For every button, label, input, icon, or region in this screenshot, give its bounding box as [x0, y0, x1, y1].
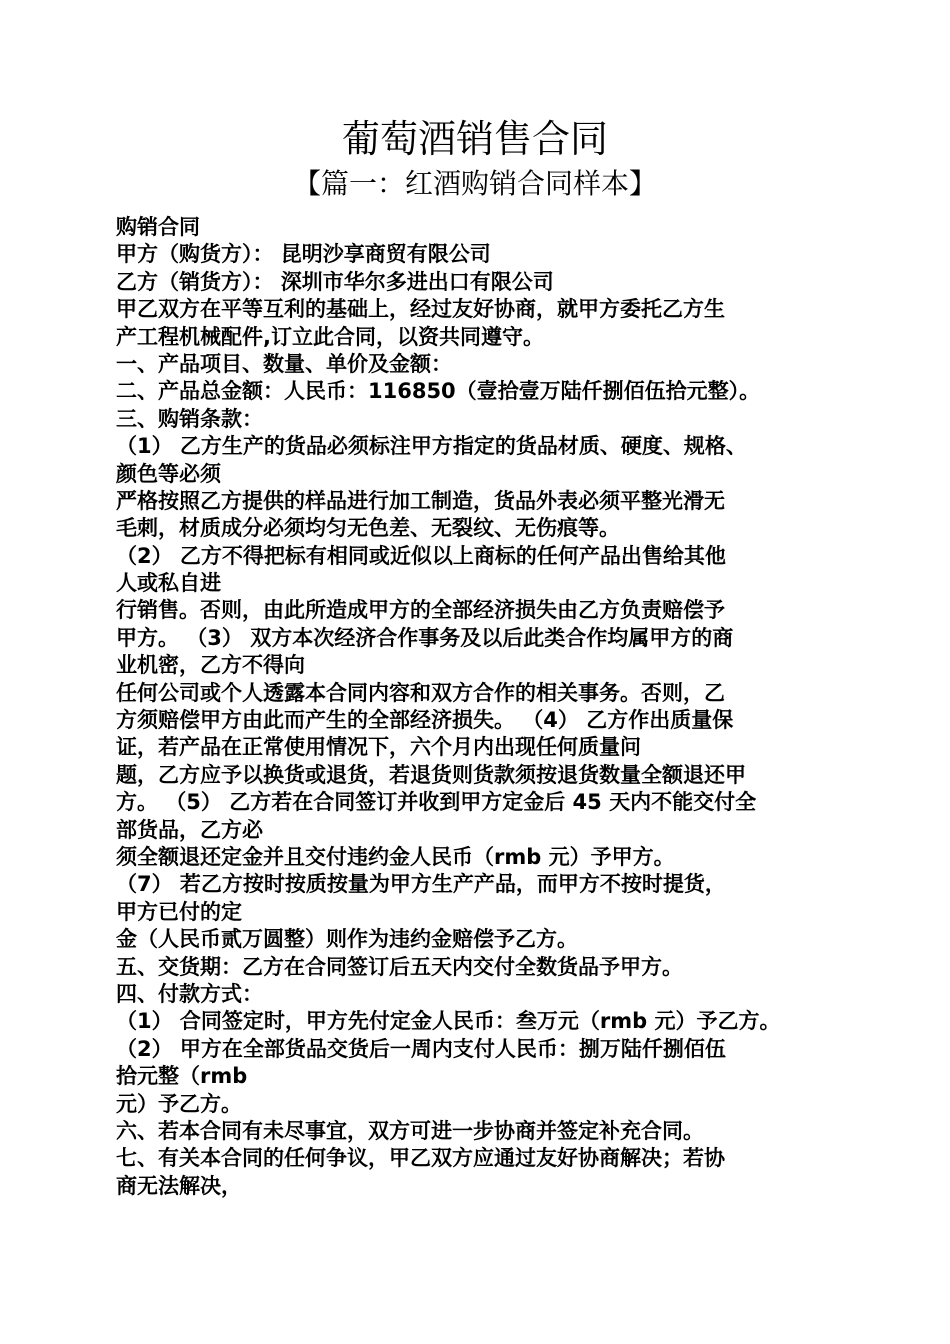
- contract-line: 甲方（购货方）： 昆明沙享商贸有限公司: [116, 242, 491, 267]
- contract-line: （1） 乙方生产的货品必须标注甲方指定的货品材质、硬度、规格、: [116, 434, 747, 459]
- contract-line: （2） 甲方在全部货品交货后一周内支付人民币：捌万陆仟捌佰伍: [116, 1036, 726, 1061]
- contract-line: 颜色等必须: [116, 461, 221, 486]
- contract-line: （1） 合同签定时，甲方先付定金人民币：叁万元（rmb 元）予乙方。: [116, 1009, 781, 1034]
- contract-line: 产工程机械配件,订立此合同，以资共同遵守。: [116, 324, 544, 349]
- contract-line: 五、交货期：乙方在合同签订后五天内交付全数货品予甲方。: [116, 954, 683, 979]
- document-subtitle: 【篇一：红酒购销合同样本】: [292, 167, 657, 200]
- contract-line: （7） 若乙方按时按质按量为甲方生产产品，而甲方不按时提货，: [116, 872, 726, 897]
- contract-line: 三、购销条款：: [116, 406, 263, 431]
- contract-line: 甲方已付的定: [116, 899, 242, 924]
- contract-line: 业机密，乙方不得向: [116, 653, 305, 678]
- contract-line: 部货品，乙方必: [116, 817, 263, 842]
- contract-line: 方。 （5） 乙方若在合同签订并收到甲方定金后 45 天内不能交付全: [116, 790, 757, 815]
- contract-line: 证，若产品在正常使用情况下，六个月内出现任何质量问: [116, 735, 641, 760]
- contract-line: （2） 乙方不得把标有相同或近似以上商标的任何产品出售给其他: [116, 543, 726, 568]
- contract-line: 购销合同: [116, 215, 200, 239]
- contract-line: 行销售。否则，由此所造成甲方的全部经济损失由乙方负责赔偿予: [116, 598, 725, 623]
- contract-line: 须全额退还定金并且交付违约金人民币（rmb 元）予甲方。: [116, 844, 675, 869]
- contract-line: 六、若本合同有未尽事宜，双方可进一步协商并签定补充合同。: [116, 1118, 704, 1143]
- contract-line: 严格按照乙方提供的样品进行加工制造，货品外表必须平整光滑无: [116, 488, 725, 513]
- contract-line: 拾元整（rmb: [116, 1064, 248, 1089]
- contract-line: 甲乙双方在平等互利的基础上，经过友好协商，就甲方委托乙方生: [116, 297, 725, 322]
- contract-line: 方须赔偿甲方由此而产生的全部经济损失。 （4） 乙方作出质量保: [116, 708, 734, 733]
- contract-line: 毛刺，材质成分必须均匀无色差、无裂纹、无伤痕等。: [116, 516, 620, 541]
- contract-line: 商无法解决，: [116, 1173, 242, 1198]
- contract-body: [116, 214, 846, 1200]
- contract-line: 四、付款方式：: [116, 981, 263, 1006]
- contract-line: 一、产品项目、数量、单价及金额：: [116, 351, 452, 376]
- contract-line: 二、产品总金额：人民币：116850（壹拾壹万陆仟捌佰伍拾元整）。: [116, 379, 761, 404]
- contract-line: 乙方（销货方）： 深圳市华尔多进出口有限公司: [116, 269, 554, 294]
- contract-line: 元）予乙方。: [116, 1091, 242, 1116]
- contract-line: 甲方。 （3） 双方本次经济合作事务及以后此类合作均属甲方的商: [116, 625, 734, 650]
- contract-line: 七、有关本合同的任何争议，甲乙双方应通过友好协商解决；若协: [116, 1146, 725, 1171]
- contract-line: 人或私自进: [116, 571, 221, 596]
- document-title: 葡萄酒销售合同: [341, 117, 608, 161]
- contract-line: 金（人民币贰万圆整）则作为违约金赔偿予乙方。: [116, 927, 578, 952]
- contract-line: 题，乙方应予以换货或退货，若退货则货款须按退货数量全额退还甲: [116, 762, 746, 787]
- contract-line: 任何公司或个人透露本合同内容和双方合作的相关事务。否则，乙: [116, 680, 725, 705]
